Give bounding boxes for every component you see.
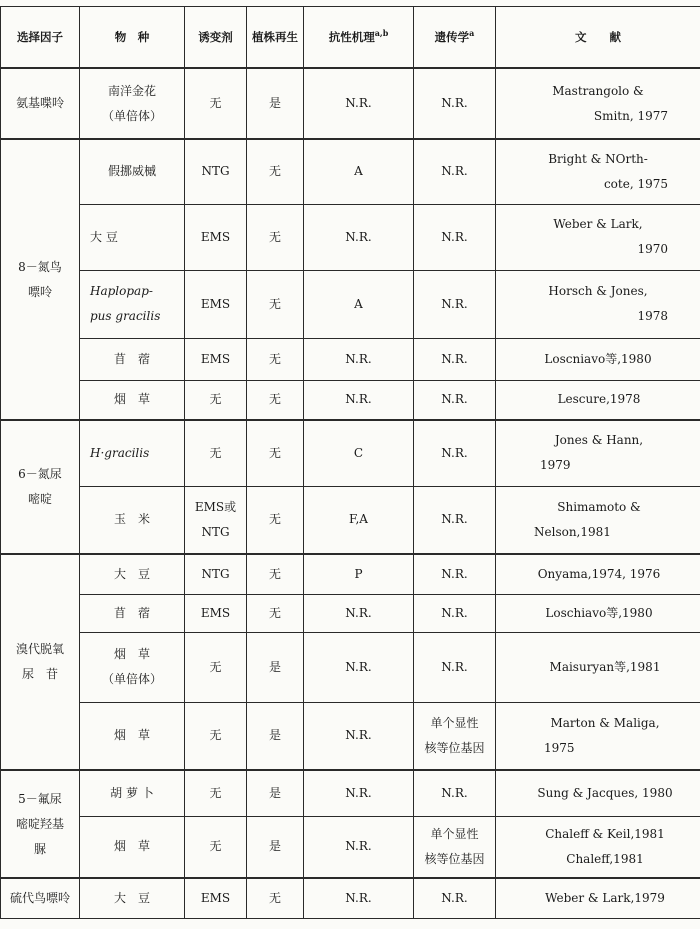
- regeneration-cell: 是: [247, 770, 304, 816]
- cell-line: 6－氮尿: [18, 467, 62, 481]
- genetics-cell: [414, 420, 496, 486]
- cell-line: 南洋金花: [107, 83, 156, 98]
- header-mechanism-text: 抗性机理: [328, 29, 375, 44]
- cell-line: 溴代脱氧: [15, 642, 64, 656]
- regeneration-cell: 是: [247, 68, 304, 139]
- reference-cell: [496, 68, 700, 139]
- species-cell: [80, 554, 185, 594]
- mutagen-cell: [185, 68, 247, 139]
- cell-line: 单个显性: [430, 826, 479, 841]
- cell-line: N.R.: [441, 890, 468, 905]
- cell-line: 苜 蓿: [113, 351, 150, 366]
- cell-line: 烟 草: [113, 647, 150, 661]
- genetics-cell: [414, 770, 496, 816]
- cell-line: EMS: [200, 229, 231, 244]
- mutagen-cell: [185, 204, 247, 270]
- species-cell: [80, 770, 185, 816]
- cell-line: 单个显性: [430, 715, 479, 730]
- cell-line: Jones & Hann,: [554, 433, 644, 448]
- cell-line: NTG: [201, 524, 230, 539]
- header-reference: 文 献: [496, 7, 700, 69]
- cell-line: 8－氮鸟: [18, 259, 62, 274]
- cell-line: Weber & Lark,1979: [545, 890, 665, 905]
- reference-cell: [496, 380, 700, 420]
- reference-cell: [496, 204, 700, 270]
- genetics-cell: [414, 486, 496, 554]
- cell-line: 无: [209, 659, 222, 674]
- cell-line: Loschiavo等,1980: [545, 605, 653, 620]
- cell-line: 玉 米: [113, 512, 150, 527]
- cell-line: 核等位基因: [424, 851, 485, 866]
- cell-line: 1975: [544, 740, 575, 755]
- regeneration-cell: 无: [247, 594, 304, 632]
- cell-line: EMS: [200, 890, 231, 905]
- mutagen-cell: [185, 632, 247, 702]
- table-row: [1, 594, 700, 632]
- mechanism-cell: N.R.: [304, 878, 414, 918]
- table-row: [1, 380, 700, 420]
- cell-line: 大 豆: [113, 890, 150, 905]
- cell-line: EMS或: [194, 499, 237, 514]
- species-cell: [80, 338, 185, 380]
- table-row: [1, 139, 700, 204]
- cell-line: （单倍体）: [101, 108, 162, 123]
- cell-line: 脲: [33, 841, 46, 856]
- cell-line: 大 豆: [113, 566, 150, 581]
- species-cell: [80, 68, 185, 139]
- header-row: [1, 7, 700, 69]
- mechanism-cell: P: [304, 554, 414, 594]
- cell-line: Bright & NOrth-: [548, 151, 648, 166]
- species-cell: [80, 270, 185, 338]
- factor-cell: [1, 139, 80, 420]
- genetics-cell: [414, 702, 496, 770]
- species-cell: [80, 632, 185, 702]
- factor-cell: [1, 878, 80, 918]
- cell-line: N.R.: [441, 296, 468, 311]
- cell-line: Lescure,1978: [557, 392, 641, 407]
- reference-cell: [496, 878, 700, 918]
- mutagen-cell: [185, 270, 247, 338]
- mutagen-cell: [185, 770, 247, 816]
- cell-line: Weber & Lark,: [553, 217, 643, 231]
- cell-line: Loscniavo等,1980: [544, 351, 652, 366]
- table-row: [1, 878, 700, 918]
- mutagen-cell: [185, 594, 247, 632]
- table-row: [1, 204, 700, 270]
- cell-line: EMS: [200, 605, 231, 620]
- species-cell: [80, 139, 185, 204]
- table-row: [1, 338, 700, 380]
- cell-line: 硫代鸟嘌呤: [9, 890, 70, 905]
- header-mechanism-sup: a,b: [374, 27, 389, 38]
- cell-line: N.R.: [441, 392, 468, 407]
- genetics-cell: [414, 68, 496, 139]
- header-factor: 选择因子: [1, 7, 80, 69]
- cell-line: 嘧啶羟基: [15, 816, 64, 831]
- header-genetics: [414, 7, 496, 69]
- mutagen-cell: [185, 420, 247, 486]
- header-species: 物 种: [80, 7, 185, 69]
- species-cell: [80, 486, 185, 554]
- cell-line: EMS: [200, 351, 231, 366]
- reference-cell: [496, 338, 700, 380]
- table-row: [1, 770, 700, 816]
- species-cell: [80, 380, 185, 420]
- cell-line: N.R.: [441, 785, 468, 800]
- cell-line: Maisuryan等,1981: [549, 659, 661, 674]
- table-row: [1, 68, 700, 139]
- mechanism-cell: N.R.: [304, 68, 414, 139]
- cell-line: N.R.: [441, 351, 468, 366]
- cell-line: 1978: [637, 309, 668, 323]
- reference-cell: [496, 486, 700, 554]
- species-cell: [80, 204, 185, 270]
- genetics-cell: [414, 594, 496, 632]
- reference-cell: [496, 594, 700, 632]
- mechanism-cell: N.R.: [304, 594, 414, 632]
- reference-cell: [496, 632, 700, 702]
- table-row: [1, 632, 700, 702]
- regeneration-cell: 是: [247, 632, 304, 702]
- species-cell: [80, 878, 185, 918]
- cell-line: EMS: [200, 296, 231, 311]
- table-row: [1, 816, 700, 878]
- mechanism-cell: A: [304, 139, 414, 204]
- table-row: [1, 420, 700, 486]
- factor-cell: [1, 68, 80, 139]
- regeneration-cell: 无: [247, 270, 304, 338]
- table-row: [1, 486, 700, 554]
- cell-line: 烟 草: [113, 392, 150, 407]
- cell-line: Mastrangolo &: [552, 83, 644, 98]
- genetics-cell: [414, 816, 496, 878]
- cell-line: pus gracilis: [90, 309, 161, 323]
- cell-line: 烟 草: [113, 839, 150, 854]
- cell-line: 无: [209, 96, 222, 110]
- header-genetics-text: 遗传学: [434, 29, 470, 44]
- mechanism-cell: A: [304, 270, 414, 338]
- mechanism-cell: N.R.: [304, 702, 414, 770]
- reference-cell: [496, 270, 700, 338]
- regeneration-cell: 无: [247, 554, 304, 594]
- cell-line: NTG: [201, 566, 230, 581]
- cell-line: （单倍体）: [101, 672, 162, 686]
- cell-line: 5－氟尿: [18, 791, 62, 806]
- genetics-cell: [414, 338, 496, 380]
- regeneration-cell: 无: [247, 380, 304, 420]
- cell-line: 氨基喋呤: [15, 96, 64, 110]
- reference-cell: [496, 702, 700, 770]
- factor-cell: [1, 554, 80, 770]
- cell-line: Onyama,1974, 1976: [537, 566, 661, 581]
- regeneration-cell: 无: [247, 204, 304, 270]
- regeneration-cell: 无: [247, 338, 304, 380]
- cell-line: N.R.: [441, 445, 468, 460]
- header-mechanism: [304, 7, 414, 69]
- reference-cell: [496, 139, 700, 204]
- genetics-cell: [414, 632, 496, 702]
- cell-line: N.R.: [441, 96, 468, 110]
- mechanism-cell: N.R.: [304, 632, 414, 702]
- mutagen-cell: [185, 554, 247, 594]
- cell-line: NTG: [201, 164, 230, 179]
- reference-cell: [496, 770, 700, 816]
- species-cell: [80, 702, 185, 770]
- cell-line: Nelson,1981: [534, 524, 611, 539]
- mechanism-cell: N.R.: [304, 816, 414, 878]
- regeneration-cell: 是: [247, 702, 304, 770]
- cell-line: 无: [209, 445, 222, 460]
- species-cell: [80, 420, 185, 486]
- cell-line: 假挪威槭: [107, 164, 156, 179]
- regeneration-cell: 无: [247, 878, 304, 918]
- regeneration-cell: 是: [247, 816, 304, 878]
- cell-line: 1970: [637, 242, 668, 256]
- mechanism-cell: N.R.: [304, 338, 414, 380]
- cell-line: 大 豆: [90, 229, 118, 244]
- mutagen-cell: [185, 139, 247, 204]
- mechanism-cell: C: [304, 420, 414, 486]
- factor-cell: [1, 420, 80, 554]
- species-cell: [80, 816, 185, 878]
- table-row: [1, 554, 700, 594]
- genetics-cell: [414, 380, 496, 420]
- genetics-cell: [414, 139, 496, 204]
- reference-cell: [496, 816, 700, 878]
- header-regeneration: 植株再生: [247, 7, 304, 69]
- genetics-cell: [414, 878, 496, 918]
- cell-line: 无: [209, 839, 222, 854]
- mechanism-cell: N.R.: [304, 204, 414, 270]
- cell-line: 胡 萝 卜: [110, 785, 154, 800]
- cell-line: cote, 1975: [603, 176, 668, 191]
- mutagen-cell: [185, 702, 247, 770]
- cell-line: Chaleff & Keil,1981: [545, 826, 665, 841]
- regeneration-cell: 无: [247, 139, 304, 204]
- genetics-cell: [414, 554, 496, 594]
- cell-line: Marton & Maliga,: [550, 715, 660, 730]
- header-genetics-sup: a: [469, 27, 475, 38]
- cell-line: 1979: [540, 458, 571, 473]
- mutagen-cell: [185, 816, 247, 878]
- cell-line: Horsch & Jones,: [548, 284, 648, 298]
- cell-line: 嘌呤: [27, 284, 52, 299]
- cell-line: 苜 蓿: [113, 605, 150, 620]
- cell-line: 无: [209, 728, 222, 743]
- cell-line: Chaleff,1981: [566, 851, 644, 866]
- cell-line: N.R.: [441, 512, 468, 527]
- cell-line: Shimamoto &: [557, 499, 641, 514]
- mutagen-cell: [185, 380, 247, 420]
- cell-line: 无: [209, 392, 222, 407]
- cell-line: 尿 苷: [21, 667, 58, 681]
- cell-line: Sung & Jacques, 1980: [537, 785, 673, 800]
- cell-line: 核等位基因: [424, 740, 485, 755]
- resistance-table: [0, 6, 700, 919]
- header-mutagen: 诱变剂: [185, 7, 247, 69]
- regeneration-cell: 无: [247, 420, 304, 486]
- mechanism-cell: N.R.: [304, 380, 414, 420]
- cell-line: 无: [209, 785, 222, 800]
- cell-line: N.R.: [441, 566, 468, 581]
- cell-line: N.R.: [441, 605, 468, 620]
- cell-line: N.R.: [441, 659, 468, 674]
- mutagen-cell: [185, 338, 247, 380]
- mechanism-cell: N.R.: [304, 770, 414, 816]
- reference-cell: [496, 420, 700, 486]
- table-row: [1, 270, 700, 338]
- mechanism-cell: F,A: [304, 486, 414, 554]
- mutagen-cell: [185, 878, 247, 918]
- genetics-cell: [414, 204, 496, 270]
- reference-cell: [496, 554, 700, 594]
- cell-line: Smitn, 1977: [593, 108, 668, 123]
- cell-line: N.R.: [441, 229, 468, 244]
- cell-line: 嘧啶: [27, 492, 52, 506]
- cell-line: H·gracilis: [90, 445, 150, 460]
- cell-line: N.R.: [441, 164, 468, 179]
- species-cell: [80, 594, 185, 632]
- cell-line: Haplopap-: [90, 284, 153, 298]
- genetics-cell: [414, 270, 496, 338]
- factor-cell: [1, 770, 80, 878]
- cell-line: 烟 草: [113, 728, 150, 743]
- regeneration-cell: 无: [247, 486, 304, 554]
- mutagen-cell: [185, 486, 247, 554]
- table-row: [1, 702, 700, 770]
